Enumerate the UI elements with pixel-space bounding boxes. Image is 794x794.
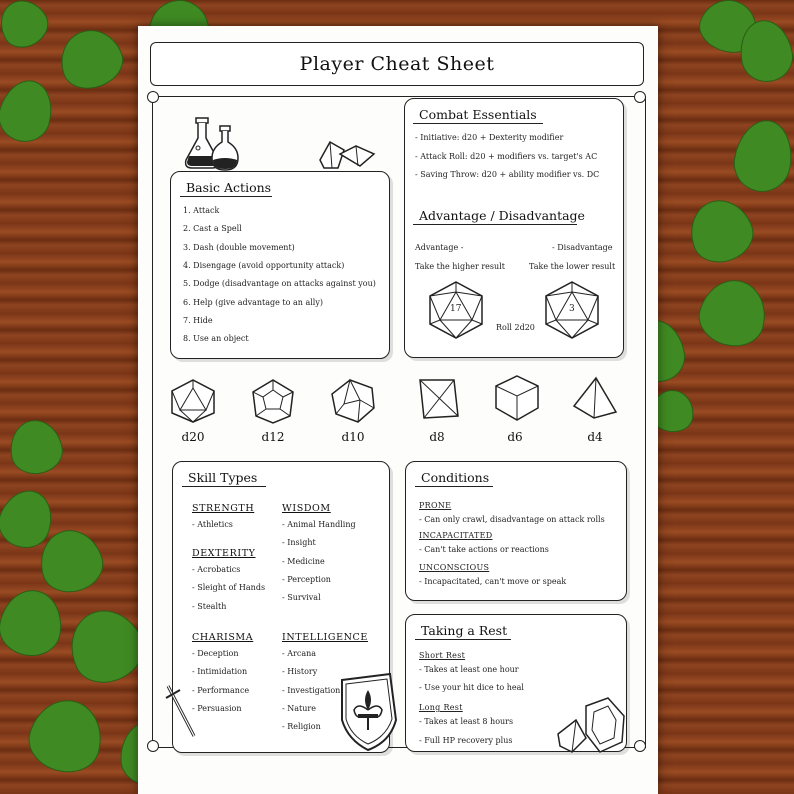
frame-rivet <box>634 740 646 752</box>
advantage-heading: Advantage / Disadvantage <box>419 208 585 223</box>
skill-item: - Stealth <box>192 601 227 611</box>
skill-group-heading: DEXTERITY <box>192 548 256 559</box>
condition-name: UNCONSCIOUS <box>419 563 490 572</box>
advantage-label: Advantage - <box>415 243 464 252</box>
skill-item: - Intimidation <box>192 667 248 677</box>
skill-item: - Sleight of Hands <box>192 583 266 593</box>
long-rest-label: Long Rest <box>419 703 463 712</box>
ivy-leaf-icon <box>729 116 794 197</box>
combat-item: - Initiative: d20 + Dexterity modifier <box>415 133 564 142</box>
heading-underline <box>182 486 266 487</box>
ivy-leaf-icon <box>6 416 67 478</box>
potion-flasks-icon <box>182 116 252 174</box>
condition-description: - Can't take actions or reactions <box>419 545 549 554</box>
skill-group-heading: WISDOM <box>282 503 331 514</box>
action-item: 3. Dash (double movement) <box>183 242 295 252</box>
skill-item: - History <box>282 667 318 677</box>
d10-icon <box>330 378 376 424</box>
advantage-description: Take the higher result <box>415 262 505 271</box>
skill-item: - Athletics <box>192 520 233 529</box>
action-item: 1. Attack <box>183 206 220 215</box>
die-label-d12: d12 <box>261 430 285 444</box>
d20-icon <box>170 378 216 424</box>
d4-icon <box>572 376 618 422</box>
skill-item: - Persuasion <box>192 703 242 713</box>
skill-item: - Arcana <box>282 649 317 658</box>
combat-item: - Attack Roll: d20 + modifiers vs. target's AC <box>415 151 598 161</box>
condition-description: - Can only crawl, disadvantage on attack rolls <box>419 515 605 524</box>
heading-underline <box>415 486 493 487</box>
d8-icon <box>414 376 460 422</box>
frame-rivet <box>147 91 159 103</box>
die-label-d8: d8 <box>429 430 445 444</box>
short-rest-label: Short Rest <box>419 651 466 660</box>
action-item: 2. Cast a Spell <box>183 224 242 234</box>
crystal-icon <box>316 134 378 174</box>
skill-item: - Performance <box>192 685 250 695</box>
heading-underline <box>180 196 272 197</box>
die-label-d4: d4 <box>587 430 603 444</box>
skill-item: - Survival <box>282 593 321 603</box>
fleur-de-lis-shield-icon <box>334 670 402 754</box>
condition-description: - Incapacitated, can't move or speak <box>419 577 567 586</box>
roll-label: Roll 2d20 <box>496 323 535 332</box>
ivy-leaf-icon <box>0 0 56 56</box>
action-item: 7. Hide <box>183 315 213 325</box>
combat-essentials-heading: Combat Essentials <box>419 107 537 122</box>
ivy-leaf-icon <box>0 585 67 661</box>
ivy-leaf-icon <box>0 74 59 147</box>
skill-item: - Medicine <box>282 556 325 566</box>
action-item: 5. Dodge (disadvantage on attacks against you) <box>183 279 376 289</box>
skill-item: - Religion <box>282 722 321 732</box>
die-label-d6: d6 <box>507 430 523 444</box>
condition-name: PRONE <box>419 501 452 510</box>
skill-item: - Nature <box>282 703 316 713</box>
action-item: 8. Use an object <box>183 334 249 344</box>
frame-rivet <box>147 740 159 752</box>
condition-name: INCAPACITATED <box>419 531 493 540</box>
ivy-leaf-icon <box>52 21 130 97</box>
die-label-d20: d20 <box>181 430 205 444</box>
skill-types-heading: Skill Types <box>188 470 258 485</box>
heading-underline <box>413 123 543 124</box>
skill-item: - Acrobatics <box>192 565 241 574</box>
skill-item: - Deception <box>192 649 239 658</box>
die-label-d10: d10 <box>341 430 365 444</box>
d6-icon <box>494 374 540 422</box>
page-title: Player Cheat Sheet <box>150 42 644 86</box>
ivy-leaf-icon <box>22 692 110 780</box>
long-rest-item: - Takes at least 8 hours <box>419 717 514 726</box>
short-rest-item: - Takes at least one hour <box>419 665 519 674</box>
left-die-value: 17 <box>450 304 462 314</box>
action-item: 6. Help (give advantage to an ally) <box>183 297 323 307</box>
skill-item: - Perception <box>282 574 331 584</box>
d12-icon <box>250 378 296 424</box>
conditions-heading: Conditions <box>421 470 490 485</box>
disadvantage-description: Take the lower result <box>529 262 616 271</box>
skill-group-heading: INTELLIGENCE <box>282 632 368 643</box>
skill-item: - Insight <box>282 538 316 548</box>
basic-actions-heading: Basic Actions <box>186 180 272 195</box>
ivy-leaf-icon <box>693 273 774 354</box>
frame-rivet <box>634 91 646 103</box>
disadvantage-label: - Disadvantage <box>552 243 613 252</box>
taking-a-rest-heading: Taking a Rest <box>421 623 508 638</box>
skill-item: - Animal Handling <box>282 520 356 529</box>
heading-underline <box>413 224 577 225</box>
short-rest-item: - Use your hit dice to heal <box>419 683 524 692</box>
long-rest-item: - Full HP recovery plus <box>419 736 513 745</box>
ivy-leaf-icon <box>681 191 760 270</box>
skill-item: - Investigation <box>282 685 341 695</box>
heading-underline <box>415 639 511 640</box>
right-die-value: 3 <box>569 304 575 314</box>
skill-group-heading: STRENGTH <box>192 503 255 514</box>
action-item: 4. Disengage (avoid opportunity attack) <box>183 260 345 270</box>
skill-group-heading: CHARISMA <box>192 632 254 643</box>
gem-icon <box>556 694 628 754</box>
combat-item: - Saving Throw: d20 + ability modifier vs. DC <box>415 170 600 179</box>
